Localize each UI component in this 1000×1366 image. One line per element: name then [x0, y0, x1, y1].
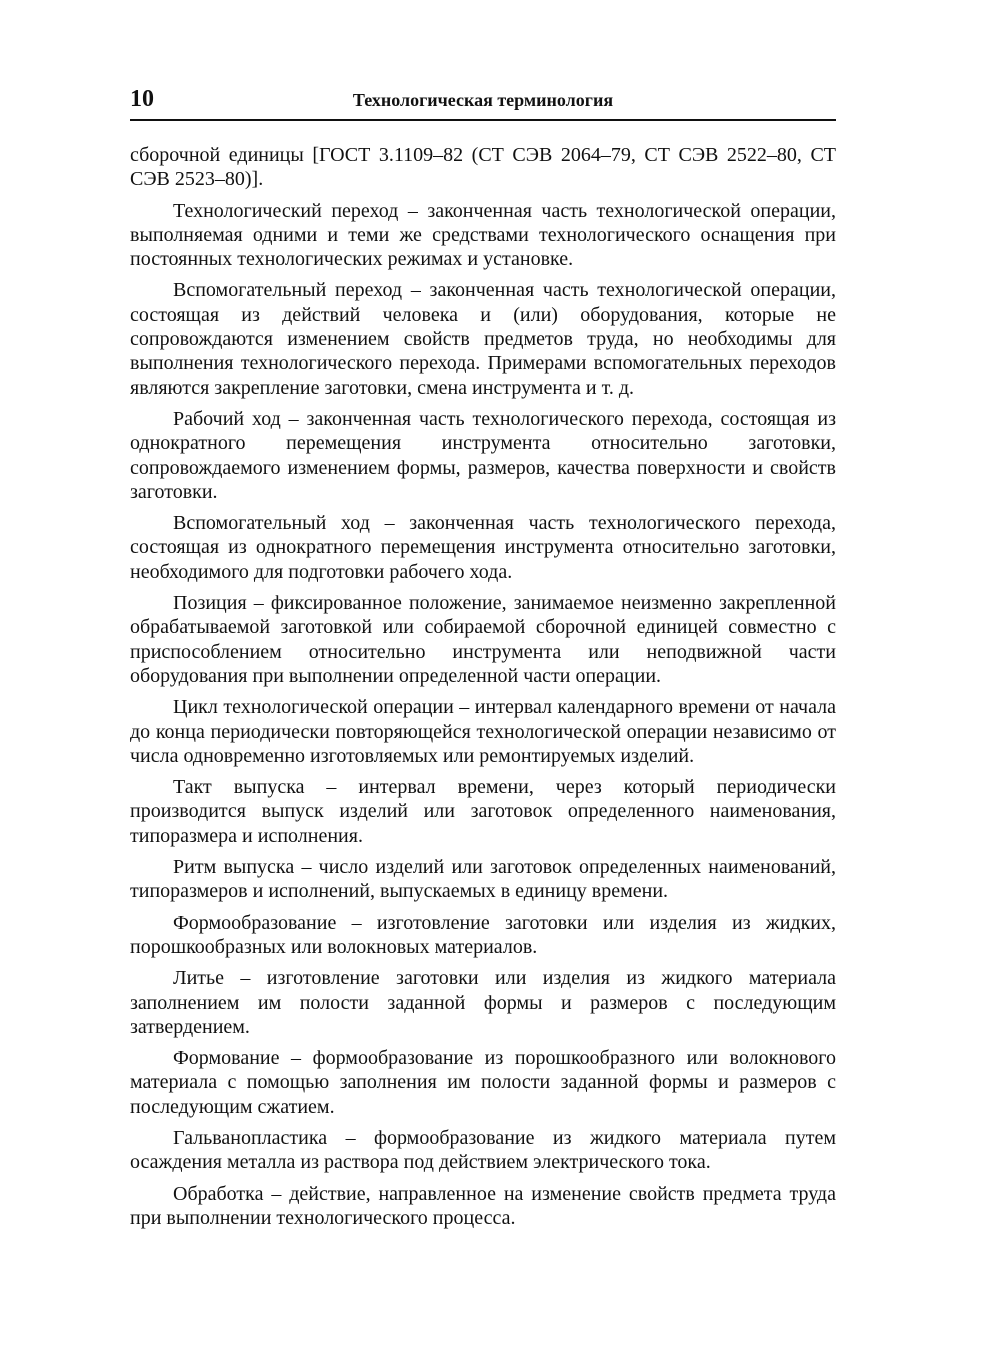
header-rule — [130, 119, 836, 121]
paragraph-electroforming: Гальванопластика – формообразование из жидкого материала путем осаждения металла из раствора под действием электрического тока. — [130, 1126, 836, 1174]
page-number: 10 — [130, 86, 154, 112]
running-title: Технологическая терминология — [352, 90, 614, 110]
body-text — [130, 143, 836, 1237]
paragraph-forming: Формование – формообразование из порошкообразного или волокнового материала с помощью заполнения им полости заданной формы и размеров с последующим сжатием. — [130, 1047, 836, 1118]
paragraph-continuation: сборочной единицы [ГОСТ 3.1109–82 (СТ СЭВ 2064–79, СТ СЭВ 2522–80, СТ СЭВ 2523–80)]. — [130, 144, 836, 191]
paragraph-shaping: Формообразование – изготовление заготовки или изделия из жидких, порошкообразных или волокновых материалов. — [130, 911, 836, 958]
paragraph-technological-transition: Технологический переход – законченная часть технологической операции, выполняемая одними и теми же средствами технологического оснащения при постоянных технологических режимах и установке. — [130, 199, 836, 271]
paragraph-operation-cycle: Цикл технологической операции – интервал календарного времени от начала до конца периодически повторяющейся технологической операции независимо от числа одновременно изготовляемых или ремонтируемых изделий. — [130, 696, 836, 767]
paragraph-release-rhythm: Ритм выпуска – число изделий или заготовок определенных наименований, типоразмеров и исполнений, выпускаемых в единицу времени. — [130, 856, 836, 903]
paragraph-release-takt: Такт выпуска – интервал времени, через который периодически производится выпуск изделий или заготовок определенного наименования, типоразмера и исполнения. — [130, 776, 836, 847]
paragraph-position: Позиция – фиксированное положение, занимаемое неизменно закрепленной обрабатываемой заготовкой или собираемой сборочной единицей совместно с приспособлением относительно инструмента или неподвижной части оборудования при выполнении определенной части операции. — [130, 592, 836, 687]
paragraph-casting: Литье – изготовление заготовки или изделия из жидкого материала заполнением им полости заданной формы и размеров с последующим затвердением. — [130, 967, 836, 1038]
paragraph-working-stroke: Рабочий ход – законченная часть технологического перехода, состоящая из однократного перемещения инструмента относительно заготовки, сопровождаемого изменением формы, размеров, качества поверхности и свойств заготовки. — [130, 407, 836, 503]
running-header — [130, 86, 836, 116]
paragraph-processing: Обработка – действие, направленное на изменение свойств предмета труда при выполнении технологического процесса. — [130, 1182, 836, 1229]
paragraph-auxiliary-transition: Вспомогательный переход – законченная часть технологической операции, состоящая из действий человека и (или) оборудования, которые не сопровождаются изменением свойств предметов труда, но необходимы для выполнения технологического перехода. Примерами вспомогательных переходов являются закрепление заготовки, смена инструмента и т. д. — [130, 279, 836, 399]
paragraph-auxiliary-stroke: Вспомогательный ход – законченная часть технологического перехода, состоящая из однократного перемещения инструмента относительно заготовки, необходимого для подготовки рабочего хода. — [130, 512, 836, 583]
